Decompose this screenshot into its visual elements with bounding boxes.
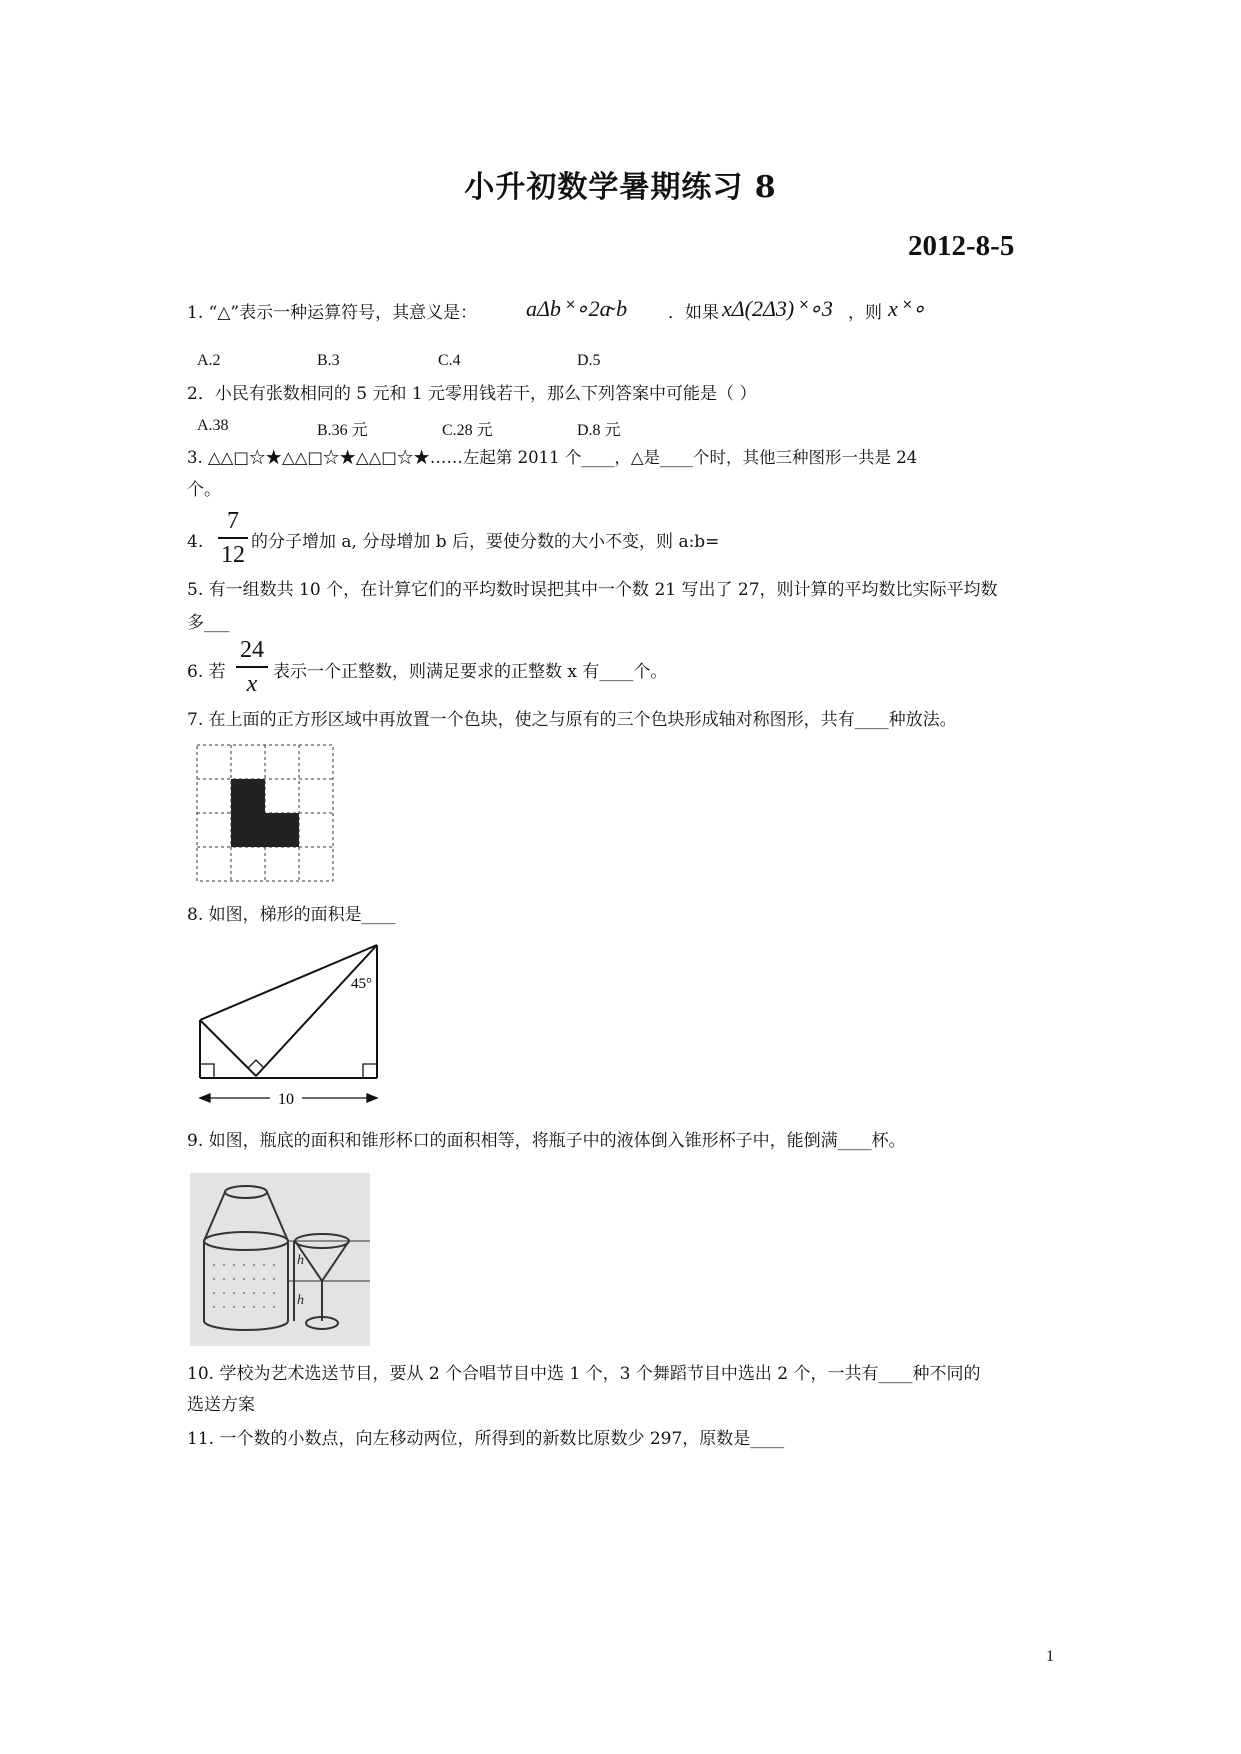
q5-line1: 5. 有一组数共 10 个，在计算它们的平均数时误把其中一个数 21 写出了 27，则计算的平均数比实际平均数 bbox=[187, 580, 998, 600]
q9-text: 9. 如图，瓶底的面积和锥形杯口的面积相等，将瓶子中的液体倒入锥形杯子中，能倒满____杯。 bbox=[187, 1131, 906, 1151]
q9-bottle-cup-figure bbox=[190, 1173, 370, 1346]
q2-option-c: C.28 元 bbox=[442, 422, 493, 439]
q7-text: 7. 在上面的正方形区域中再放置一个色块，使之与原有的三个色块形成轴对称图形，共有____种放法。 bbox=[187, 710, 957, 730]
q6-text: 表示一个正整数，则满足要求的正整数 x 有____个。 bbox=[273, 662, 668, 682]
q1-option-d: D.5 bbox=[577, 352, 601, 369]
q2-option-b: B.36 元 bbox=[317, 422, 368, 439]
q3-line1: 3. △△□☆★△△□☆★△△□☆★……左起第 2011 个____，△是____个时，其他三种图形一共是 24 bbox=[187, 448, 918, 467]
q8-trapezoid-figure bbox=[190, 938, 390, 1110]
q10-line2: 选送方案 bbox=[187, 1395, 255, 1415]
q2-text: 2．小民有张数相同的 5 元和 1 元零用钱若干，那么下列答案中可能是（ ） bbox=[187, 384, 757, 404]
q6-numerator: 24 bbox=[240, 637, 264, 663]
q1-expr1: aΔb ˟∘2a̴ b bbox=[526, 296, 628, 321]
right-angle-marks bbox=[200, 1060, 377, 1078]
q6-denominator: x bbox=[246, 670, 258, 697]
q3-line2: 个。 bbox=[187, 480, 221, 500]
length-label: 10 bbox=[278, 1091, 294, 1108]
q4-denominator: 12 bbox=[221, 541, 245, 568]
q4-text: 的分子增加 a, 分母增加 b 后，要使分数的大小不变，则 a:b= bbox=[251, 532, 720, 552]
q1-suffix: ，则 bbox=[848, 303, 882, 323]
l-shaped-block bbox=[231, 779, 299, 847]
q7-grid-figure bbox=[196, 744, 336, 884]
q10-line1: 10. 学校为艺术选送节目，要从 2 个合唱节目中选 1 个，3 个舞蹈节目中选出 2 个，一共有____种不同的 bbox=[187, 1364, 981, 1384]
angle-label: 45° bbox=[351, 976, 372, 992]
q6-fraction bbox=[236, 636, 268, 698]
fraction-bar bbox=[236, 666, 268, 668]
q5-line2: 多___ bbox=[187, 613, 230, 633]
h-label-upper: h bbox=[297, 1253, 304, 1268]
q1-prefix: 1. “△”表示一种运算符号，其意义是： bbox=[187, 303, 478, 323]
page-number: 1 bbox=[1046, 1648, 1054, 1665]
q1-expr3: x ˟∘ bbox=[888, 296, 926, 321]
q4-fraction bbox=[218, 507, 248, 569]
q1-option-c: C.4 bbox=[438, 352, 461, 369]
diagonal-right bbox=[256, 945, 377, 1076]
q1-option-b: B.3 bbox=[317, 352, 340, 369]
h-label-lower: h bbox=[297, 1293, 304, 1308]
q1-option-a: A.2 bbox=[197, 352, 221, 369]
q1-expr2: xΔ(2Δ3) ˟∘3 bbox=[722, 296, 833, 321]
date: 2012-8-5 bbox=[908, 230, 1015, 262]
q11-text: 11. 一个数的小数点，向左移动两位，所得到的新数比原数少 297，原数是____ bbox=[187, 1429, 785, 1449]
page-title: 小升初数学暑期练习 8 bbox=[464, 170, 777, 205]
q4-numerator: 7 bbox=[227, 508, 239, 534]
q8-text: 8. 如图，梯形的面积是____ bbox=[187, 905, 396, 925]
q2-option-a: A.38 bbox=[197, 417, 229, 434]
q4-number: 4. bbox=[187, 532, 204, 552]
figure-background bbox=[190, 1173, 370, 1346]
q2-option-d: D.8 元 bbox=[577, 422, 621, 439]
fraction-bar bbox=[218, 537, 248, 539]
q6-prefix: 6. 若 bbox=[187, 662, 226, 682]
q1-mid: ．如果 bbox=[668, 303, 719, 323]
